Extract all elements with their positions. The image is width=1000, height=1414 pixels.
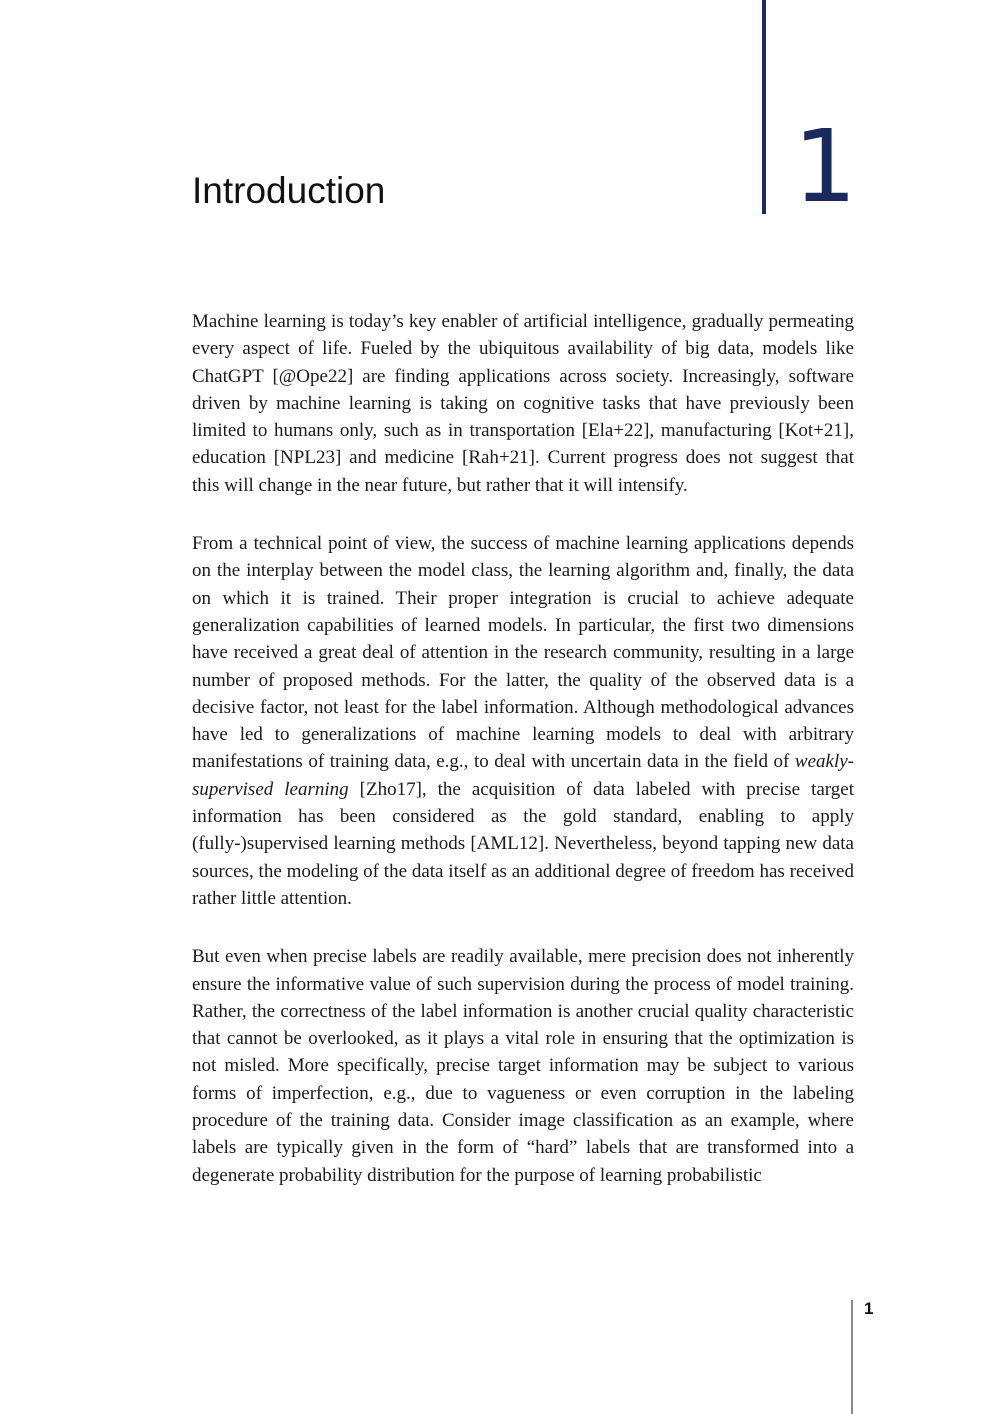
paragraph	[192, 530, 854, 912]
paragraph-text: Machine learning is today’s key enabler of artificial intelligence, gradually permeating every aspect of life. Fueled by the ubiquitous availability of big data, models like ChatGPT [@Ope22] are finding applications across society. Increasingly, software driven by machine learning is taking on cognitive tasks that have previously been limited to humans only, such as in transportation [Ela+22], manufacturing [Kot+21], education [NPL23] and medicine [Rah+21]. Current progress does not suggest that this will change in the near future, but rather that it will intensify.	[192, 311, 854, 496]
emphasized-term: weakly-supervised learning	[192, 751, 854, 800]
chapter-body	[192, 308, 854, 1220]
paragraph	[192, 943, 854, 1189]
paragraph-text: [Zho17], the acquisition of data labeled with precise target information has been considered as the gold standard, enabling to apply (fully-)supervised learning methods [AML12]. Nevertheless, beyond tapping new data sources, the modeling of the data itself as an additional degree of freedom has received rather little attention.	[192, 778, 854, 909]
chapter-number: 1	[793, 108, 857, 225]
paragraph-text: From a technical point of view, the success of machine learning applications depends on the interplay between the model class, the learning algorithm and, finally, the data on which it is trained. Their proper integration is crucial to achieve adequate generalization capabilities of learned models. In particular, the first two dimensions have received a great deal of attention in the research community, resulting in a large number of proposed methods. For the latter, the quality of the observed data is a decisive factor, not least for the label information. Although methodological advances have led to generalizations of machine learning models to deal with arbitrary manifestations of training data, e.g., to deal with uncertain data in the field of	[192, 533, 854, 773]
page-number-rule	[851, 1300, 853, 1414]
chapter-divider-rule	[762, 0, 766, 214]
paragraph	[192, 308, 854, 499]
paragraph-text: But even when precise labels are readily available, mere precision does not inherently ensure the informative value of such supervision during the process of model training. Rather, the correctness of the label information is another crucial quality characteristic that cannot be overlooked, as it plays a vital role in ensuring that the optimization is not misled. More specifically, precise target information may be subject to various forms of imperfection, e.g., due to vagueness or even corruption in the labeling procedure of the training data. Consider image classification as an example, where labels are typically given in the form of “hard” labels that are transformed into a degenerate probability distribution for the purpose of learning probabilistic	[192, 946, 854, 1186]
chapter-title: Introduction	[192, 170, 386, 211]
page-number: 1	[864, 1299, 874, 1318]
